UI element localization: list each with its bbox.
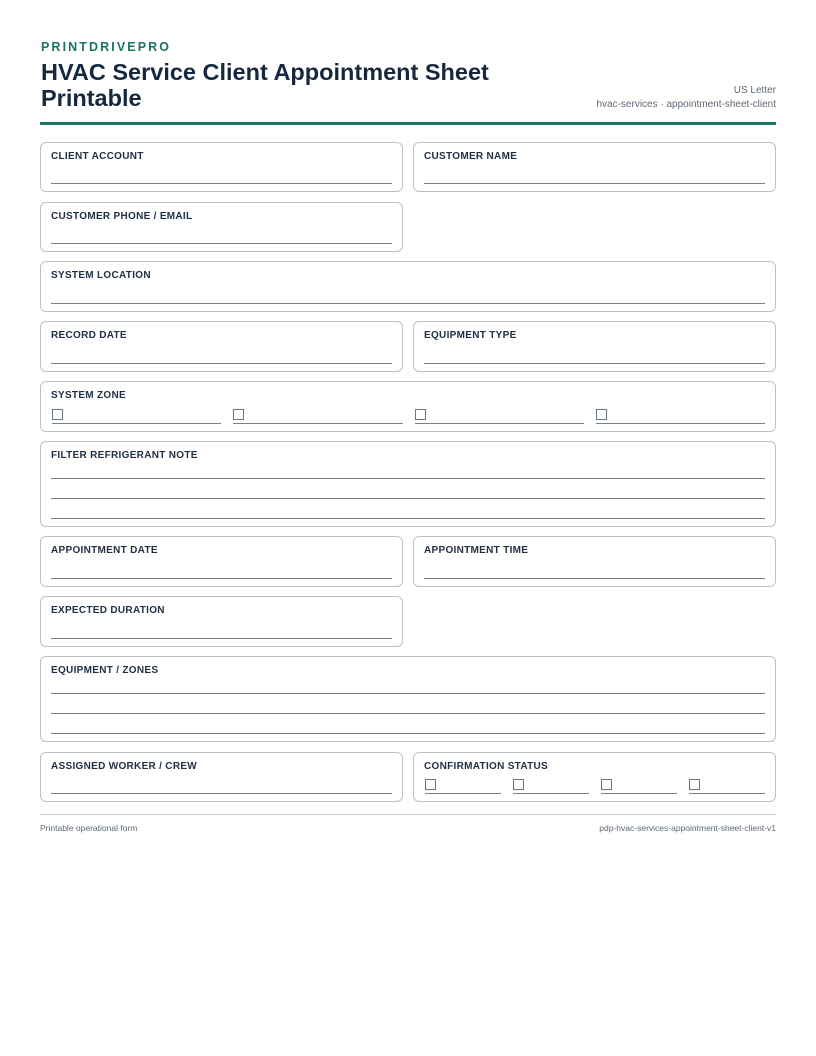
breadcrumb: hvac-services · appointment-sheet-client [596,98,776,110]
system-zone-line-3[interactable] [415,423,584,424]
confirmation-status-checkbox-1[interactable] [425,779,436,790]
expected-duration-label: EXPECTED DURATION [51,605,165,616]
footer-divider [40,814,776,815]
client-account-label: CLIENT ACCOUNT [51,151,144,162]
appointment-date-field[interactable] [40,536,403,587]
appointment-time-line[interactable] [424,578,765,579]
system-zone-line-1[interactable] [52,423,221,424]
note-line-3[interactable] [51,518,765,519]
equipment-zones-line-3[interactable] [51,733,765,734]
record-date-line[interactable] [51,363,392,364]
note-line-1[interactable] [51,478,765,479]
note-line-2[interactable] [51,498,765,499]
equipment-zones-line-1[interactable] [51,693,765,694]
confirmation-status-checkbox-2[interactable] [513,779,524,790]
footer-form-id: pdp-hvac-services-appointment-sheet-client-v1 [599,823,776,833]
record-date-label: RECORD DATE [51,330,127,341]
system-location-label: SYSTEM LOCATION [51,270,151,281]
system-location-line[interactable] [51,303,765,304]
confirmation-status-line-3[interactable] [601,793,677,794]
header-divider [40,122,776,125]
appointment-date-label: APPOINTMENT DATE [51,545,158,556]
confirmation-status-checkbox-3[interactable] [601,779,612,790]
client-account-field[interactable] [40,142,403,192]
system-zone-checkbox-4[interactable] [596,409,607,420]
equipment-type-field[interactable] [413,321,776,372]
filter-refrigerant-note-field[interactable] [40,441,776,527]
confirmation-status-field [413,752,776,802]
equipment-zones-line-2[interactable] [51,713,765,714]
customer-name-field[interactable] [413,142,776,192]
expected-duration-line[interactable] [51,638,392,639]
system-zone-checkbox-3[interactable] [415,409,426,420]
system-zone-field [40,381,776,432]
appointment-time-field[interactable] [413,536,776,587]
confirmation-status-line-2[interactable] [513,793,589,794]
assigned-worker-line[interactable] [51,793,392,794]
system-zone-line-2[interactable] [233,423,403,424]
appointment-time-label: APPOINTMENT TIME [424,545,529,556]
system-location-field[interactable] [40,261,776,312]
client-account-line[interactable] [51,183,392,184]
equipment-zones-field[interactable] [40,656,776,742]
customer-contact-line[interactable] [51,243,392,244]
brand-logo-text: PRINTDRIVEPRO [41,40,172,54]
footer-caption: Printable operational form [40,823,138,833]
record-date-field[interactable] [40,321,403,372]
confirmation-status-line-4[interactable] [689,793,765,794]
page-title: HVAC Service Client Appointment Sheet Printable [41,59,489,111]
customer-name-line[interactable] [424,183,765,184]
system-zone-label: SYSTEM ZONE [51,390,126,401]
customer-contact-label: CUSTOMER PHONE / EMAIL [51,211,193,222]
customer-contact-field[interactable] [40,202,403,252]
equipment-type-label: EQUIPMENT TYPE [424,330,517,341]
confirmation-status-label: CONFIRMATION STATUS [424,761,549,772]
confirmation-status-checkbox-4[interactable] [689,779,700,790]
system-zone-line-4[interactable] [596,423,765,424]
assigned-worker-label: ASSIGNED WORKER / CREW [51,761,198,772]
system-zone-checkbox-1[interactable] [52,409,63,420]
equipment-type-line[interactable] [424,363,765,364]
expected-duration-field[interactable] [40,596,403,647]
confirmation-status-line-1[interactable] [425,793,501,794]
equipment-zones-label: EQUIPMENT / ZONES [51,665,159,676]
paper-size: US Letter [733,85,776,96]
system-zone-checkbox-2[interactable] [233,409,244,420]
filter-refrigerant-note-label: FILTER REFRIGERANT NOTE [51,450,198,461]
appointment-date-line[interactable] [51,578,392,579]
customer-name-label: CUSTOMER NAME [424,151,518,162]
assigned-worker-field[interactable] [40,752,403,802]
document-meta [596,84,776,111]
